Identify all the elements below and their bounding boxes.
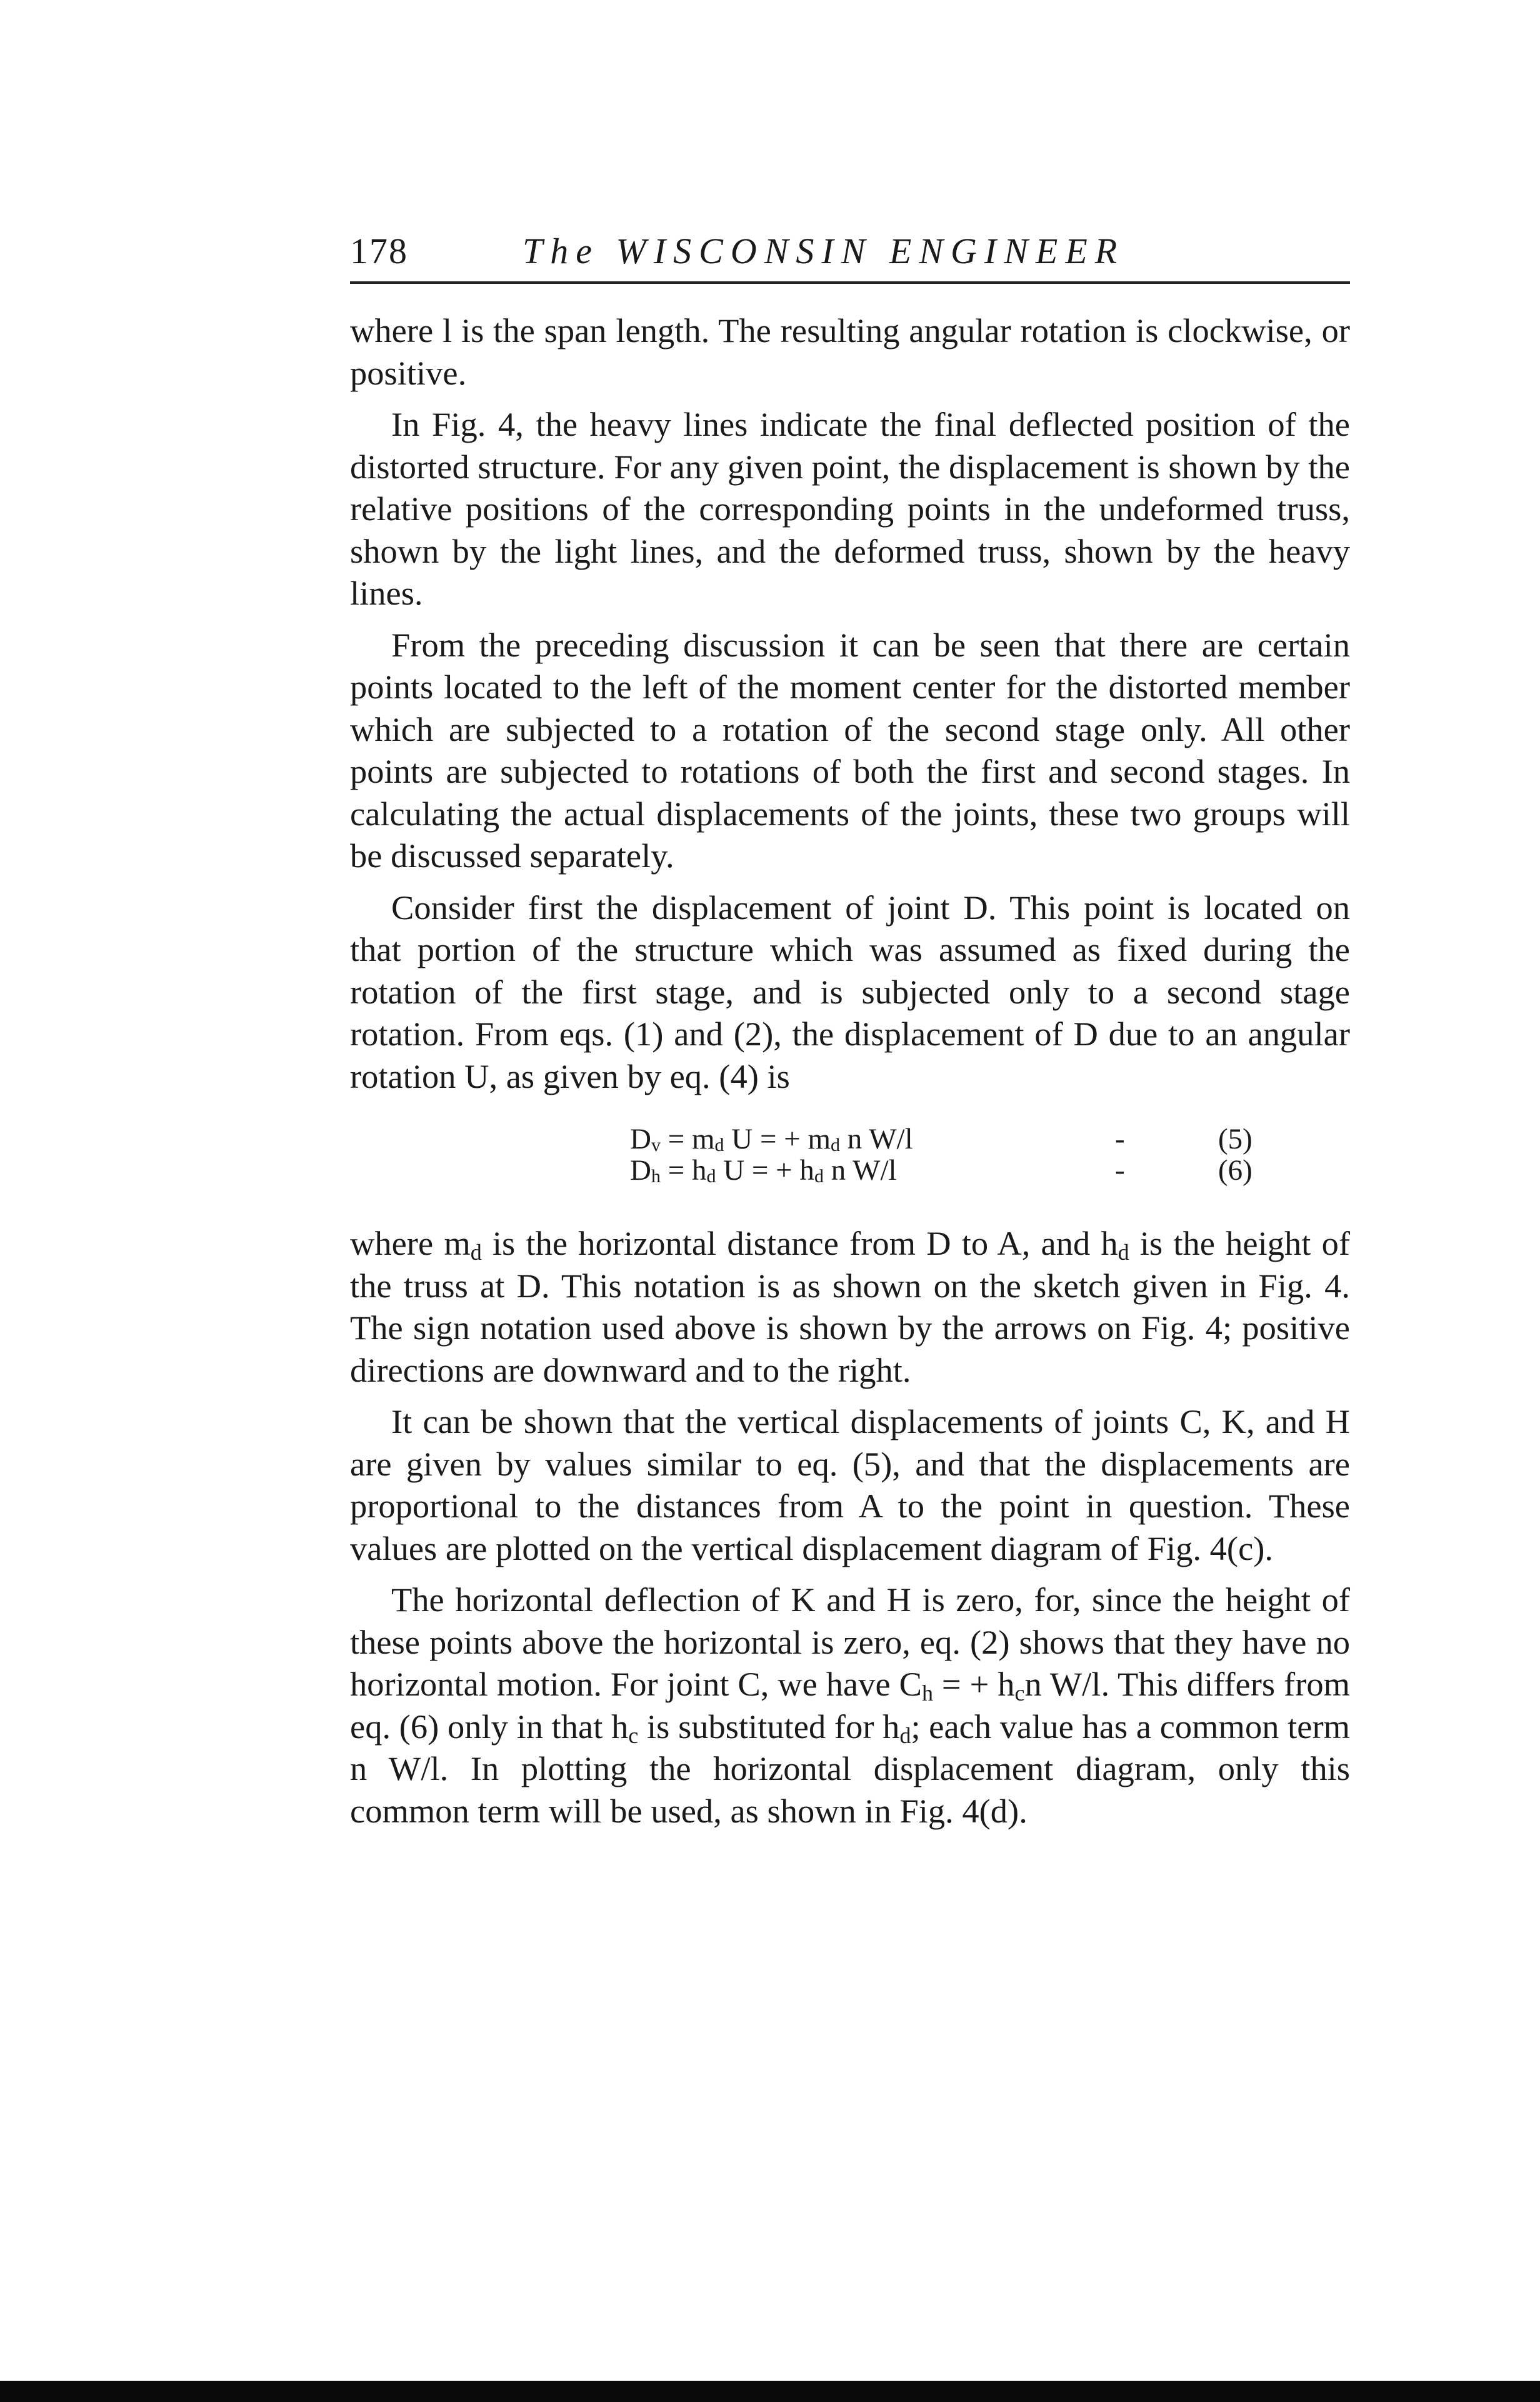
equation-block (350, 1123, 1350, 1186)
paragraph-7: The horizontal deflection of K and H is zero, for, since the height of these points above the horizontal is zero, eq. (2) shows that they have no horizontal motion. For joint C, we have $C_h$ = + $h_cn$ W/l. This differs from eq. (6) only in that $h_c$ is substituted for $h_d$; each value has a common term n W/l. In plotting the horizontal displacement diagram, only this common term will be used, as shown in Fig. 4(d). (350, 1580, 1351, 1830)
equation-expression: $D_v = m_d$ U = + $m_d$ n W/l (630, 1123, 913, 1155)
equation-number: (6) (1218, 1154, 1252, 1187)
paragraph-5: where $m_d$ is the horizontal distance from D to A, and $h_d$ is the height of the truss at D. This notation is as shown on the sketch given in Fig. 4. The sign notation used above is shown by the arrows on Fig. 4; positive directions are downward and to the right. (350, 1224, 1350, 1389)
journal-title: The WISCONSIN ENGINEER (522, 231, 1125, 271)
paragraph-2: In Fig. 4, the heavy lines indicate the final deflected position of the distorted structure. For any given point, the displacement is shown by the relative positions of the corresponding points in the undeformed truss, shown by the light lines, and the deformed truss, shown by the heavy lines. (350, 405, 1350, 612)
paragraph-6: It can be shown that the vertical displacements of joints C, K, and H are given by values similar to eq. (5), and that the displacements are proportional to the distances from A to the point in question. These values are plotted on the vertical displacement diagram of Fig. 4(c). (350, 1402, 1350, 1567)
equation-dash: - (1115, 1154, 1125, 1187)
paragraph-1: where l is the span length. The resulting angular rotation is clockwise, or positive. (350, 311, 1350, 392)
equation-6 (350, 1155, 1350, 1186)
page-header (350, 225, 1350, 284)
equation-dash: - (1115, 1123, 1125, 1155)
paragraph-3: From the preceding discussion it can be seen that there are certain points located to the left of the moment center for the distorted member which are subjected to a rotation of the second stage only. All other points are subjected to rotations of both the first and second stages. In calculating the actual displacements of the joints, these two groups will be discussed separately. (350, 625, 1350, 875)
paragraph-4: Consider first the displacement of joint D. This point is located on that portion of the structure which was assumed as fixed during the rotation of the first stage, and is subjected only to a second stage rotation. From eqs. (1) and (2), the displacement of D due to an angular rotation U, as given by eq. (4) is (350, 888, 1350, 1095)
equation-number: (5) (1218, 1123, 1252, 1155)
article-body (350, 309, 1350, 1832)
equation-expression: $D_h = h_d$ U = + $h_d$ n W/l (630, 1154, 897, 1187)
scan-bottom-edge (0, 2381, 1540, 2402)
equation-5 (350, 1123, 1350, 1155)
page-number: 178 (350, 231, 408, 271)
